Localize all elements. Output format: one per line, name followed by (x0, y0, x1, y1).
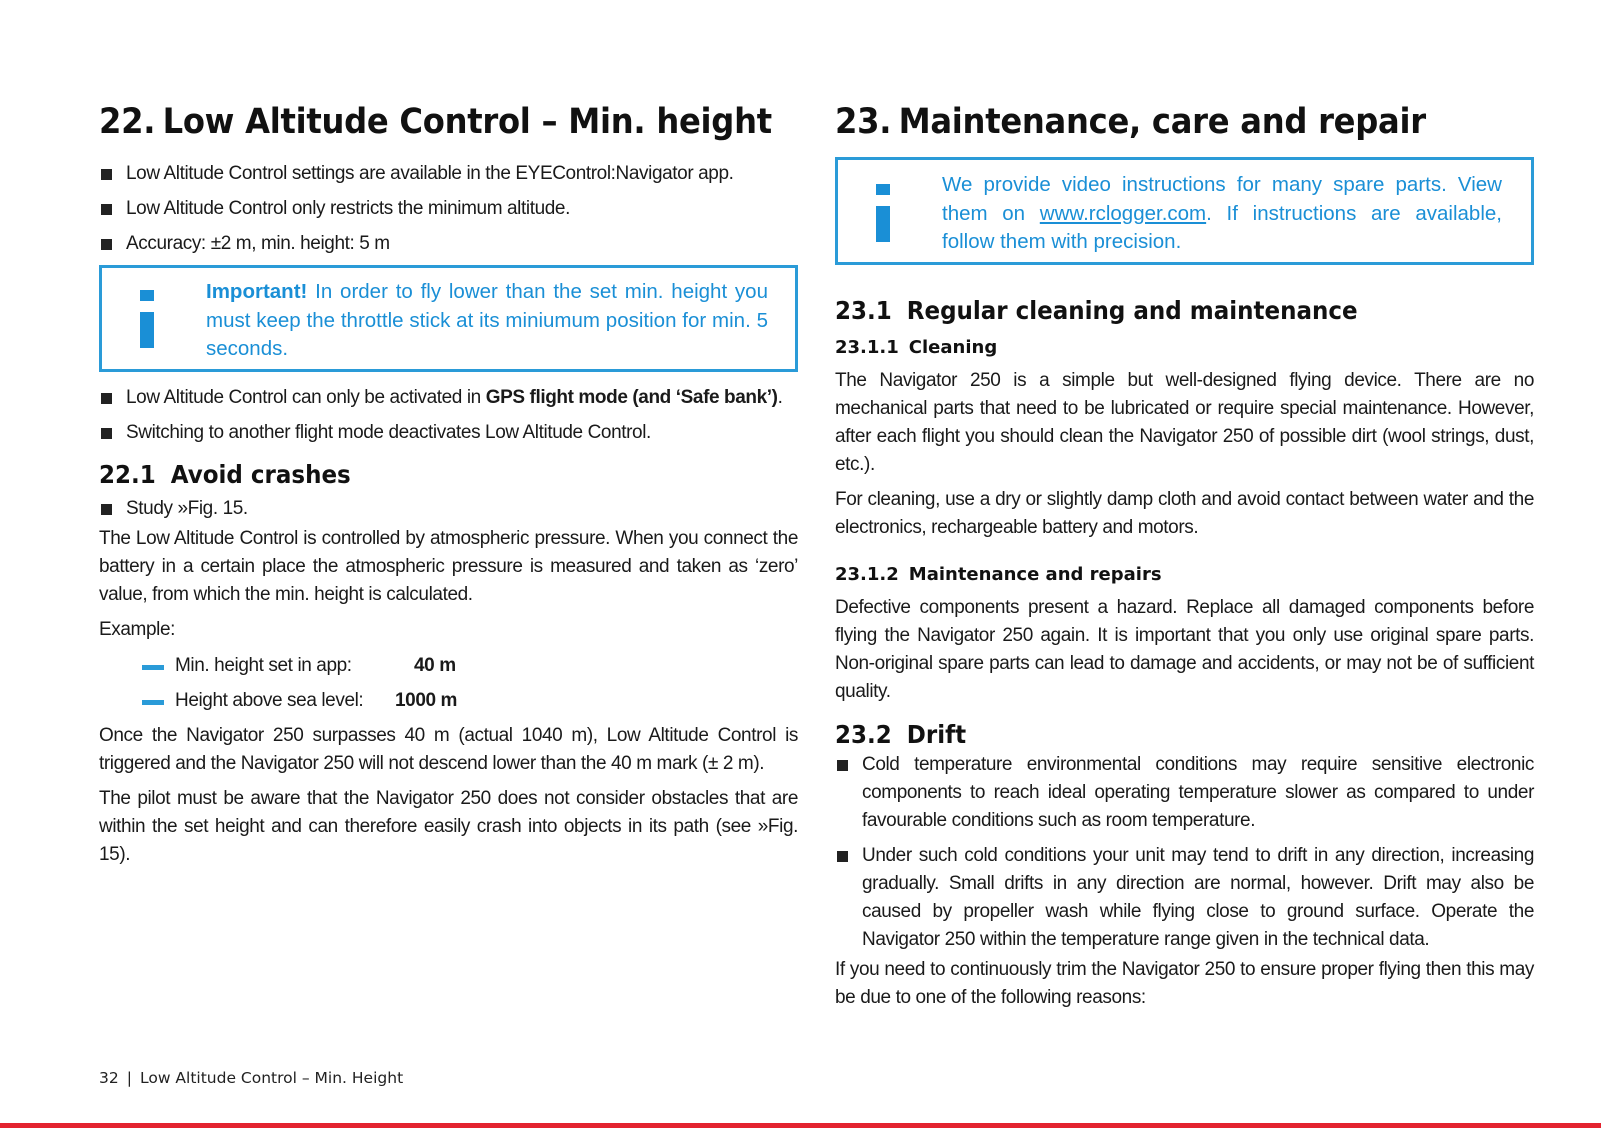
info-icon (140, 290, 154, 348)
bullet-list-top (99, 160, 798, 258)
example-row-min-height: Min. height set in app: 40 m (99, 652, 798, 687)
list-item: Cold temperature environmental conditions may require sensitive electronic components to reach ideal operating temperature slower as compared to under favourable conditions such as room temperature. (835, 751, 1534, 835)
footer-separator: | (126, 1069, 132, 1087)
footer-red-line (0, 1123, 1601, 1128)
rclogger-link[interactable]: www.rclogger.com (1039, 201, 1207, 225)
example-label: Example: (99, 619, 176, 640)
paragraph: Once the Navigator 250 surpasses 40 m (actual 1040 m), Low Altitude Control is triggered and the Navigator 250 will not descend lower than the 40 m mark (± 2 m). (99, 725, 798, 774)
square-bullet-icon (101, 393, 112, 404)
square-bullet-icon (837, 760, 848, 771)
page-footer (99, 1069, 403, 1087)
paragraph: The pilot must be aware that the Navigator 250 does not consider obstacles that are within the set height and can therefore easily crash into objects in its path (see »Fig. 15). (99, 788, 798, 865)
section-22-1-title: 22.1 Avoid crashes (99, 460, 351, 489)
video-info-box (835, 157, 1534, 265)
page-number: 32 (99, 1069, 119, 1087)
paragraph: The Low Altitude Control is controlled by atmospheric pressure. When you connect the battery in a certain place the atmospheric pressure is measured and taken as ‘zero’ value, from which the min. height is calculated. (99, 528, 798, 605)
info-text: Important! In order to fly lower than the set min. height you must keep the throttle stick at its miniumum position for min. 5 seconds. (206, 280, 768, 360)
list-item: Under such cold conditions your unit may tend to drift in any direction, increasing gradually. Small drifts in any direction are normal, however. Drift may also be caused by propeller wash while flying close to ground surface. Operate the Navigator 250 within the temperature range given in the technical data. (835, 842, 1534, 954)
example-row-sea-level: Height above sea level: 1000 m (99, 687, 798, 722)
list-item: Low Altitude Control can only be activated in GPS flight mode (and ‘Safe bank’). (99, 384, 798, 412)
list-item: Study »Fig. 15. (99, 495, 798, 523)
square-bullet-icon (101, 239, 112, 250)
square-bullet-icon (101, 504, 112, 515)
list-item: Low Altitude Control only restricts the minimum altitude. (99, 195, 798, 223)
important-label: Important! (206, 280, 308, 303)
dash-bullet-icon (142, 665, 164, 670)
list-item: Accuracy: ±2 m, min. height: 5 m (99, 230, 798, 258)
list-item: Low Altitude Control settings are available in the EYEControl:Navigator app. (99, 160, 798, 188)
paragraph: For cleaning, use a dry or slightly damp cloth and avoid contact between water and the electronics, rechargeable battery and motors. (835, 489, 1534, 538)
paragraph: The Navigator 250 is a simple but well-designed flying device. There are no mechanical parts that need to be lubricated or require special maintenance. However, after each flight you should clean the Navigator 250 of possible dirt (wool strings, dust, etc.). (835, 370, 1534, 475)
square-bullet-icon (101, 204, 112, 215)
dash-bullet-icon (142, 700, 164, 705)
square-bullet-icon (837, 851, 848, 862)
section-23-1-2-title: 23.1.2 Maintenance and repairs (835, 564, 1162, 585)
section-22-title: 22. Low Altitude Control – Min. height (99, 102, 772, 142)
left-column (99, 102, 798, 876)
list-item: Switching to another flight mode deactivates Low Altitude Control. (99, 419, 798, 447)
info-text: We provide video instructions for many spare parts. View them on www.rclogger.com. If instructions are available, follow them with precision. (942, 173, 1502, 253)
paragraph: Defective components present a hazard. Replace all damaged components before flying the Navigator 250 again. It is important that you only use original spare parts. Non-original spare parts can lead to damage and accidents, or may not be of sufficient quality. (835, 597, 1534, 702)
info-icon (876, 184, 890, 242)
section-23-1-title: 23.1 Regular cleaning and maintenance (835, 296, 1358, 325)
right-column (835, 102, 1534, 1019)
section-23-1-1-title: 23.1.1 Cleaning (835, 337, 998, 358)
important-info-box (99, 265, 798, 372)
section-23-title: 23. Maintenance, care and repair (835, 102, 1426, 142)
square-bullet-icon (101, 169, 112, 180)
bullet-list-mid (99, 384, 798, 447)
paragraph: If you need to continuously trim the Navigator 250 to ensure proper flying then this may be due to one of the following reasons: (835, 959, 1534, 1008)
section-23-2-title: 23.2 Drift (835, 720, 967, 749)
square-bullet-icon (101, 428, 112, 439)
footer-section-title: Low Altitude Control – Min. Height (139, 1069, 404, 1087)
bullet-list-study (99, 495, 798, 523)
drift-bullet-list (835, 751, 1534, 954)
